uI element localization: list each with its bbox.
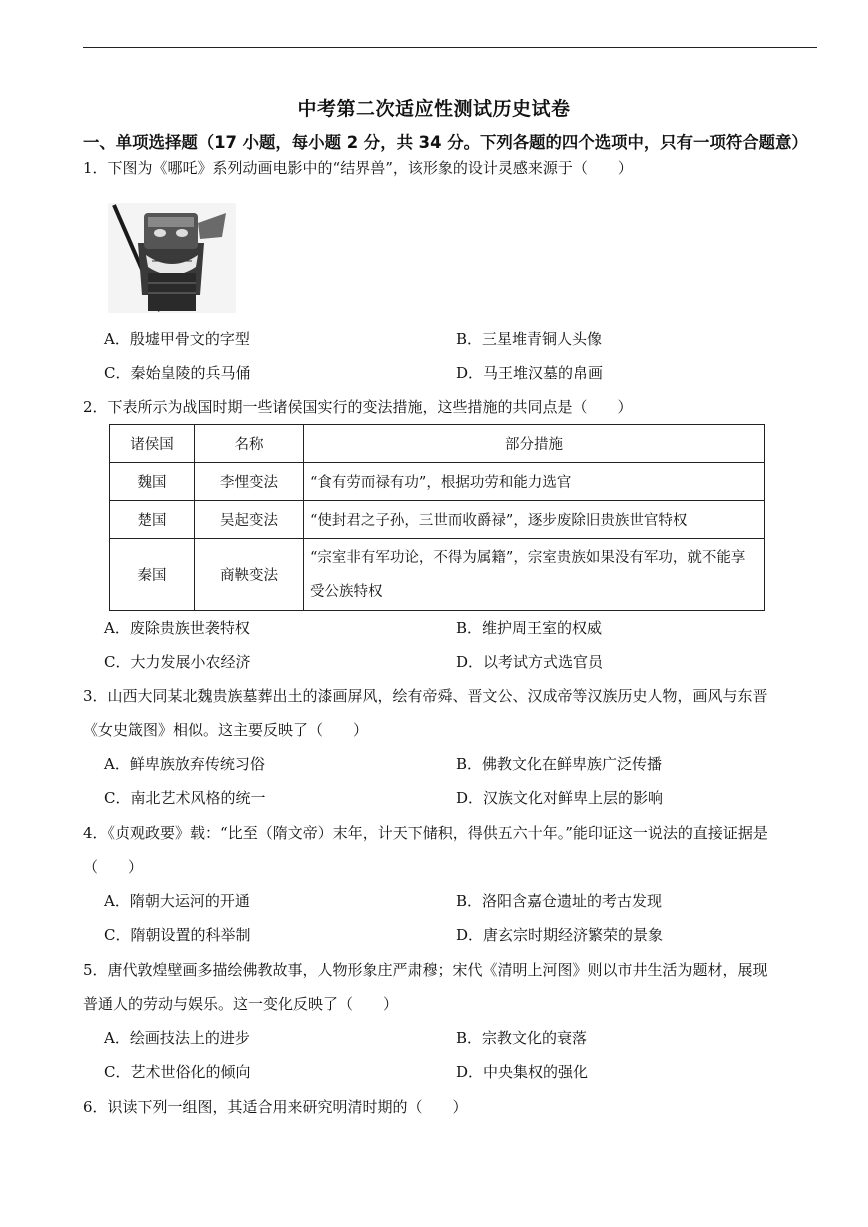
question-4-option-b: B．洛阳含嘉仓遗址的考古发现 xyxy=(456,892,663,910)
question-3-stem-line-1: 3．山西大同某北魏贵族墓葬出土的漆画屏风，绘有帝舜、晋文公、汉成帝等汉族历史人物，画风与东晋 xyxy=(83,687,768,705)
question-2-option-a: A．废除贵族世袭特权 xyxy=(104,619,250,637)
question-1-option-d: D．马王堆汉墓的帛画 xyxy=(456,364,604,382)
question-5-stem-line-1: 5．唐代敦煌壁画多描绘佛教故事，人物形象庄严肃穆；宋代《清明上河图》则以市井生活为题材，展现 xyxy=(83,961,768,979)
question-3-option-d: D．汉族文化对鲜卑上层的影响 xyxy=(456,789,664,807)
question-1-option-a: A．殷墟甲骨文的字型 xyxy=(104,330,250,348)
question-5-stem-line-2: 普通人的劳动与娱乐。这一变化反映了（ ） xyxy=(83,995,399,1013)
question-4-stem-line-2: （ ） xyxy=(83,858,144,876)
table-cell-name: 李悝变法 xyxy=(195,463,304,501)
table-row xyxy=(110,463,765,501)
question-5-option-a: A．绘画技法上的进步 xyxy=(104,1029,250,1047)
question-3-stem-line-2: 《女史箴图》相似。这主要反映了（ ） xyxy=(83,721,369,739)
table-cell-state: 楚国 xyxy=(110,501,195,539)
page-title: 中考第二次适应性测试历史试卷 xyxy=(297,98,571,120)
table-row xyxy=(110,539,765,611)
question-3-option-a: A．鲜卑族放弃传统习俗 xyxy=(104,755,265,773)
question-5-option-b: B．宗教文化的衰落 xyxy=(456,1029,588,1047)
table-row xyxy=(110,501,765,539)
question-4-stem-line-1: 4．《贞观政要》载：“比至（隋文帝）末年，计天下储积，得供五六十年。”能印证这一说法的直接证据是 xyxy=(83,824,768,842)
table-cell-measure: “使封君之子孙，三世而收爵禄”，逐步废除旧贵族世官特权 xyxy=(304,501,765,539)
section-heading: 一、单项选择题（17 小题，每小题 2 分，共 34 分。下列各题的四个选项中，只有一项符合题意） xyxy=(83,133,808,152)
question-2-stem: 2．下表所示为战国时期一些诸侯国实行的变法措施，这些措施的共同点是（ ） xyxy=(83,398,633,416)
question-5-option-d: D．中央集权的强化 xyxy=(456,1063,589,1081)
table-cell-name: 吴起变法 xyxy=(195,501,304,539)
table-cell-state: 魏国 xyxy=(110,463,195,501)
question-2-option-c: C．大力发展小农经济 xyxy=(104,653,251,671)
jiejieshou-figure-image xyxy=(108,203,236,313)
table-header-cell: 诸侯国 xyxy=(110,425,195,463)
table-header-cell: 部分措施 xyxy=(304,425,765,463)
question-6-stem: 6．识读下列一组图，其适合用来研究明清时期的（ ） xyxy=(83,1098,468,1116)
question-4-option-d: D．唐玄宗时期经济繁荣的景象 xyxy=(456,926,664,944)
table-cell-measure: “宗室非有军功论，不得为属籍”，宗室贵族如果没有军功，就不能享受公族特权 xyxy=(304,539,765,611)
reform-table xyxy=(109,424,765,611)
question-4-option-c: C．隋朝设置的科举制 xyxy=(104,926,251,944)
question-5-option-c: C．艺术世俗化的倾向 xyxy=(104,1063,251,1081)
table-cell-state: 秦国 xyxy=(110,539,195,611)
question-4-option-a: A．隋朝大运河的开通 xyxy=(104,892,250,910)
header-rule xyxy=(83,47,817,48)
question-2-option-b: B．维护周王室的权威 xyxy=(456,619,603,637)
question-3-option-b: B．佛教文化在鲜卑族广泛传播 xyxy=(456,755,663,773)
question-1-stem: 1．下图为《哪吒》系列动画电影中的“结界兽”，该形象的设计灵感来源于（ ） xyxy=(83,159,633,177)
question-3-option-c: C．南北艺术风格的统一 xyxy=(104,789,266,807)
table-header-cell: 名称 xyxy=(195,425,304,463)
question-1-option-c: C．秦始皇陵的兵马俑 xyxy=(104,364,251,382)
table-cell-name: 商鞅变法 xyxy=(195,539,304,611)
table-cell-measure: “食有劳而禄有功”，根据功劳和能力选官 xyxy=(304,463,765,501)
question-2-option-d: D．以考试方式选官员 xyxy=(456,653,604,671)
table-header-row xyxy=(110,425,765,463)
question-1-option-b: B．三星堆青铜人头像 xyxy=(456,330,603,348)
